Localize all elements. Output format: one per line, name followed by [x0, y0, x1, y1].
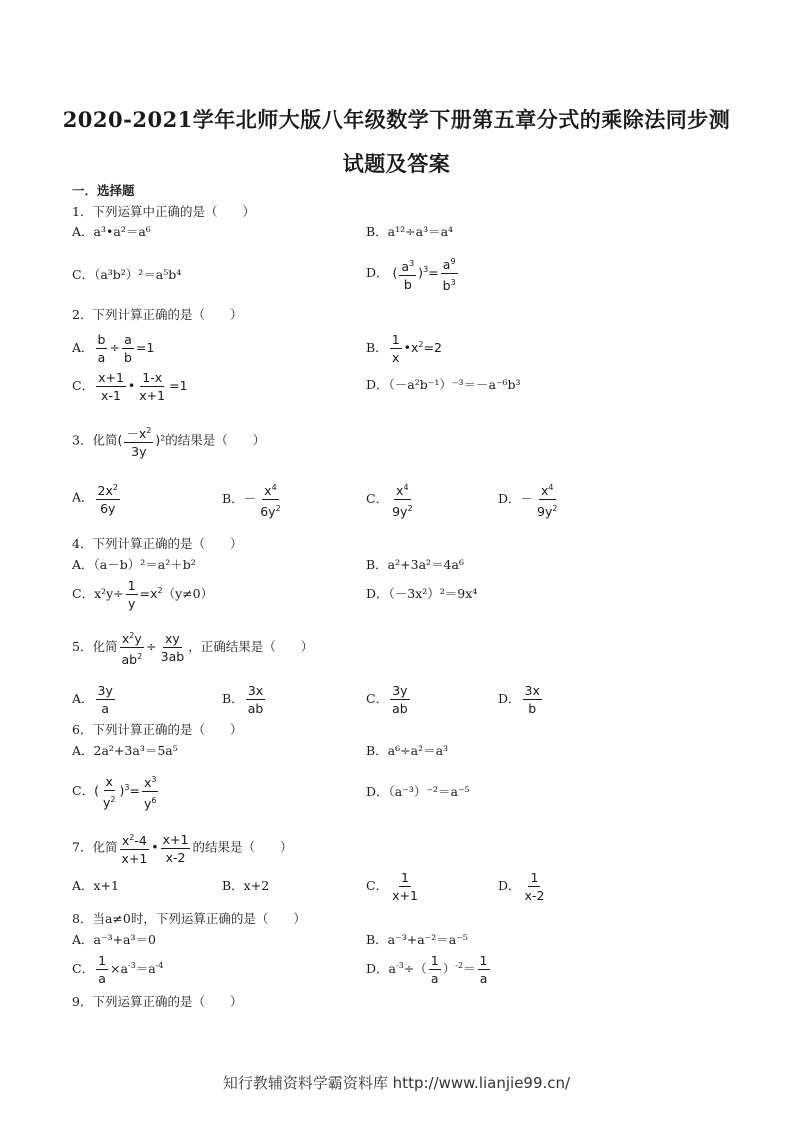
q7-option-c: C． $\frac{1}{x+1}$	[366, 870, 418, 903]
q8-option-d: D．$a^{-3}\div$（ $\frac{1}{a}$ ）$^{-2}$＝ $\frac{1}{a}$	[366, 953, 488, 986]
q6-option-a: A．2a²+3a³＝5a⁵	[72, 743, 178, 758]
q9-stem: 9．下列运算正确的是（ ）	[72, 994, 243, 1009]
q1-option-d-formula: ( $\frac{a^3}{b}$ )$^3$= $\frac{a^9}{b^3}$	[393, 254, 460, 293]
q5-option-b: B． $\frac{3x}{ab}$	[222, 683, 264, 716]
q4-option-a: A．（a－b）²＝a²＋b²	[72, 557, 196, 572]
q5-option-c: C． $\frac{3y}{ab}$	[366, 683, 408, 716]
q3-option-c: C． $\frac{x^4}{9y^2}$	[366, 480, 417, 519]
q3-stem: 3．化简( $\frac{-x^2}{3y}$ )²的结果是（ ）	[72, 423, 265, 459]
q5-option-d: D． $\frac{3x}{b}$	[498, 683, 540, 716]
q8-option-c: C． $\frac{1}{a}$ $\times a^{-3}=a^{-4}$	[72, 953, 164, 986]
q6-option-c: C．( $\frac{x}{y^2}$ )$^3$= $\frac{x^3}{y^6}$	[72, 773, 157, 812]
q8-option-a: A．a⁻³+a³＝0	[72, 932, 156, 947]
doc-title-line2: 试题及答案	[342, 151, 451, 176]
q5-option-a: A． $\frac{3y}{a}$	[72, 683, 113, 716]
q6-option-b: B．a⁶÷a²＝a³	[366, 743, 449, 758]
q4-option-b: B．a²+3a²＝4a⁶	[366, 557, 464, 572]
q4-option-c: C．x²y÷ $\frac{1}{y}$ $=x^2(y\ne 0)$	[72, 578, 214, 611]
q6-option-d: D．（a⁻³）⁻²＝a⁻⁵	[366, 784, 470, 799]
q4-stem: 4．下列计算正确的是（ ）	[72, 536, 243, 551]
q3-option-b: B．－ $\frac{x^4}{6y^2}$	[222, 480, 285, 519]
q1-option-d-label: D．	[366, 265, 389, 281]
q7-option-d: D． $\frac{1}{x-2}$	[498, 870, 545, 903]
q2-option-d: D．（－a²b⁻¹）⁻³＝－a⁻⁶b³	[366, 377, 521, 392]
q3-option-a: A． $\frac{2x^2}{6y}$	[72, 480, 122, 516]
q7-option-b: B．x+2	[222, 878, 270, 893]
q1-option-c: C．（a³b²）²＝a⁵b⁴	[72, 267, 182, 282]
q8-option-b: B．a⁻³+a⁻²＝a⁻⁵	[366, 932, 468, 947]
q7-option-a: A．x+1	[72, 878, 120, 893]
q1-option-d	[366, 254, 460, 293]
q1-stem: 1．下列运算中正确的是（ ）	[72, 204, 255, 219]
section-heading: 一．选择题	[72, 183, 135, 198]
q1-option-b: B．a¹²÷a³＝a⁴	[366, 224, 454, 239]
q7-stem: 7．化简 $\frac{x^2-4}{x+1}$ • $\frac{x+1}{x-2}$ 的结果是（ ）	[72, 831, 293, 867]
q1-option-a: A．a³•a²＝a⁶	[72, 224, 151, 239]
doc-title-line1: 2020-2021学年北师大版八年级数学下册第五章分式的乘除法同步测	[62, 107, 731, 132]
q3-option-d: D．－ $\frac{x^4}{9y^2}$	[498, 480, 562, 519]
q5-stem: 5．化简 $\frac{x^2y}{ab^2}$ ÷ $\frac{xy}{3ab}$ ，正确结果是（ ）	[72, 628, 313, 667]
q6-stem: 6．下列计算正确的是（ ）	[72, 722, 243, 737]
footer-watermark: 知行教辅资料学霸资料库 http://www.lianjie99.cn/	[222, 1074, 571, 1092]
q2-stem: 2．下列计算正确的是（ ）	[72, 307, 243, 322]
q2-option-a: A． $\frac{b}{a}$ ÷ $\frac{a}{b}$ =1	[72, 332, 155, 365]
q4-option-d: D．（－3x²）²＝9x⁴	[366, 586, 478, 601]
q2-option-b: B． $\frac{1}{x}$ $•x^2=2$	[366, 332, 442, 365]
q8-stem: 8．当a≠0时，下列运算正确的是（ ）	[72, 911, 306, 926]
q2-option-c: C． $\frac{x+1}{x-1}$ • $\frac{1-x}{x+1}$ =1	[72, 370, 188, 403]
